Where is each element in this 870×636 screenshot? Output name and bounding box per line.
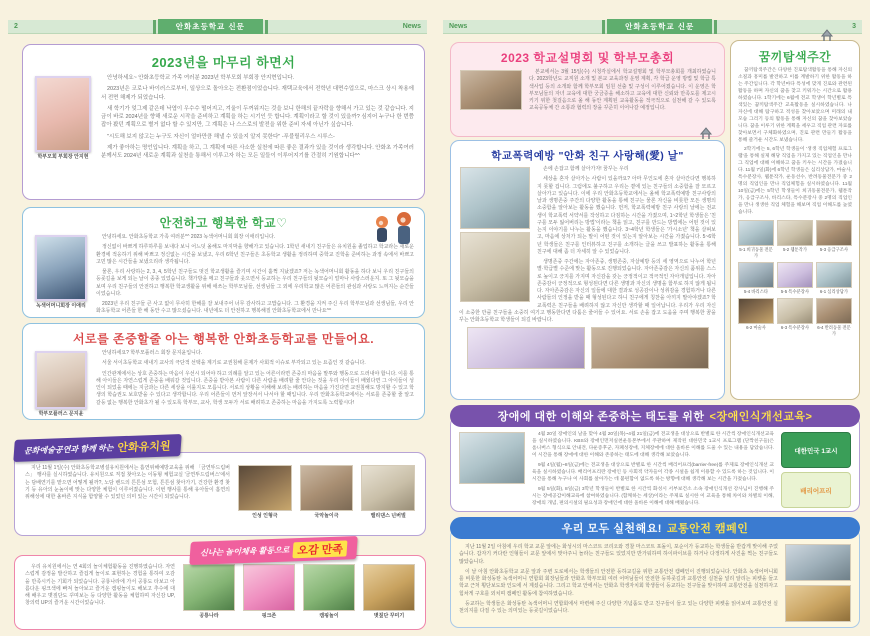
grid-photo [738,298,774,337]
article-briefing-title: 2023 학교설명회 및 학부모총회 [500,51,675,65]
paragraph: 2023년 우리 친구들 큰 사고 없이 무사히 한해를 잘 보내주어 너무 감사하고 고맙습니다. 그 환경을 지켜 주신 우리 학부모님과 선생님들, 우리 안화초등학교 어른들 한 해 동안 수고 많으셨습니다. 내년에도 더 안전하고 행복해질 안화초등학교에서 만나요^^ [96,301,414,315]
photo [183,564,235,611]
paragraph: 9월 5일(화), 8일(금) 3학년 학생들이 반별로 한 시간씩 화성시 서부보건소 소속 장애인식개선 강사님이 진행해 주시는 장애공감이해교육에 참여하였습니다. (함께하는 세상)이라는 주제로 실시한 이 교육을 통해 차이와 차별의 이해, 장애의 개념, 편의시설의 필요성과 장애인에 대한 올바른 이해에 대해 배웠습니다. [532,486,774,506]
photo-caption: 학부모회 부회장 안지현 [37,154,89,160]
disability-content [459,432,851,511]
article-briefing [450,42,725,137]
grid-photo [777,220,813,259]
photo [777,298,813,324]
section-kindergarten [14,452,426,536]
article-respect-title: 서로를 존중할줄 아는 행복한 안화초등학교를 만들어요. [72,332,375,346]
disability-banner [450,405,860,427]
paragraph: 안녕하세요? 학부모플러스 회장 문지윤입니다. [102,350,203,356]
paragraph: 세상을 혼자 살아가는 사람이 있을까요? 아마 무인도에 혼자 살아간다면 행복하지 못할 겁니다. 그럼에도 불구하고 우리는 곁에 있는 친구들의 소중함을 잘 모르고 살아가고 있습니다. 이에 우리 안화초등학교에서는 올해 학교폭력예방 친구사랑의 날과 생명존중 주간의 다양한 활동을 통해 친구는 물론 자신을 비롯한 모든 생명의 소중함을 알아보는 활동을 했습니다. 먼저, 학교폭력예방 친구 사랑의 날에는 전교생이 학교폭력 서약서를 작성하고 다짐하는 시간을 가졌으며, 1~2학년 학생들은 '친구를 모두 잃어버리는 방법'이라는 책을 읽고, 친구를 만드는 방법에는 어떤 것이 있는지 이야기를 나누는 활동을 했습니다. 3~4학년 학생들은 '가시소년' 책을 살펴보고, 마음에 상처가 되는 말이 어떤 것이 있는지 알아보는 시간을 가졌습니다. 5~6학년 학생들은 친구를 인터뷰하고 친구를 소개하는 글을 쓰고 발표하는 활동을 통해 친구에 대해 좀 더 자세히 알 수 있었습니다. [537,176,716,255]
article-safe-school [22,207,425,318]
photo-caption: 볏짚단 꾸미기 [373,613,405,619]
paragraph: 물론, 우리 사랑하는 2, 3, 4, 5학년 친구들도 멋진 학교생활을 즐기며 시간이 훌쩍 지났겠죠? 저는 녹색어머니회 활동을 하다 보니 우리 친구들의 등굣길을 보게 되는 날이 종종 있었습니다. 책가방을 메고 친구들과 웃으면서 등교하는 우리 친구들의 뒷모습이 얼마나 사랑스러운지. 또 그 뒷모습을 보며 우리 친구들의 안전하고 행복한 학교생활을 위해 애쓰는 학부모님들, 선생님들 그 외에 우리학교 많은 어른들의 관심과 사랑도 느껴지는 순간들이었습니다. [96,269,414,297]
paragraph: 서울 서이초등학교 새내기 교사의 극단적 선택을 계기로 교권침해 문제가 사회적 이슈로 부각되고 있는 요즘인 것 같습니다. [102,360,366,367]
paragraph: 꿈끼탐색주간은 다양한 진로탐색활동을 통해 자신의 소질과 흥미를 발견하고 이를 계발하기 위한 활동을 하는 주간입니다. 각 학년마다 특성에 맞게 진로와 관련된 활동을 하며 자신의 꿈을 찾고 키워가는 시간으로 활용하였습니다. 1학기에는 6월에 전교 학생이 학년별로 특색있는 꿈끼탐색주간 교육활동을 실시하였습니다. 나 자신에 대해 탐구하고 적성을 찾아보았으며 미래의 내 모습 그리기 등의 활동을 통해 자신의 꿈을 찾아보았습니다. 꿈을 이루기 위한 계획을 세우고 직업 관련 자료를 찾아보면서 구체화하였으며, 진로 관련 만들기 활동을 통해 즐거운 시간도 보냈습니다. [738,68,852,143]
photo [243,564,295,611]
banner-highlight: 교통안전 캠페인 [666,523,749,535]
grid-photo [816,262,852,295]
page-number: 3 [852,23,856,30]
paragraph: 지난 11월 1일(수) 안화초등학교병설유치원에서는 흡연위해예방교육을 위해 「금연뚜드림버스」 행사를 실시하였습니다. 유치원으로 직접 찾아오는 이동형 체험교실 '금연뚜드림버스'에서는 담배연기를 맡으면 어떻게 될까?, 노담 밴드의 튼튼섬 모험, 튼튼섬 찾아가기, 건강한 환경 찾기 등 유아의 눈높이에 맞는 다양한 체험이 이루어졌습니다. 이번 행사를 통해 유아들이 흡연의 위해성에 대한 올바른 지식을 함양할 수 있었던 의미 있는 시간이 되었습니다. [25,465,230,500]
paragraph: 2학기에는 5, 6학년 학생들이 '생생 직업체험 프로그램'을 통해 실제 해당 직업을 가지고 있는 직업인을 만나 그 직업에 대해 이해하고 꿈을 키우는 시간을 가졌습니다. 11월 7일(화)에 6학년 학생들은 심리상담가, 마술사, 특수분장사, 웹툰작가, 운동선수, 반려동물전문가 중 2명의 직업인을 만나 직업체험을 실시하였습니다. 11월 10일(금)에는 5학년 학생들이 희귀동물전문가, 웹툰작가, 응급구조사, 바리스타, 특수분장사 중 2명의 직업인을 만나 생생한 직업 체험을 해보며 직업 이해도를 높였습니다. [738,147,852,216]
grid-photo [816,298,852,337]
photo [785,544,851,581]
banner-image-2: 배리어프리 [781,472,851,508]
play-body [25,564,175,619]
photo-caption: 국악놀이극 [314,513,339,519]
photo-caption: 학부모플러스 문지윤 [38,411,84,417]
news-label: News [402,23,421,30]
paragraph: 우리 유치원에서는 연 4회의 놀이체험활동을 진행하였습니다. 자연스럽게 감정을 발산하고 즐겁게 놀이로 표현하는 경험을 통하여 오감을 만족시키는 기회가 되었습니다. 공룡나라에 가서 공룡도 타보고 아름다운 핑크색에 빠져 놀아보고 즐거운 캠핑놀이도 해보고 추수에 대해 배우고 볏짚단도 꾸며보는 등 다양한 활동을 체험하며 자신감 UP, 창의력 UP의 즐거운 시간이었습니다. [25,564,175,607]
binder-clip-icon [818,28,836,44]
paragraph: 4월 20일 장애인의 날을 맞아 4월 20일(목)~4월 21일(금)에 전교생을 대상으로 반별로 한 시간씩 장애인식개선교육을 실시하였습니다. KBS와 장애인먼저실천운동본부에서 주관하여 제작된 대한민국 1교시 프로그램 (단짝친구들)은 옴니버스 형식으로 안내견, 다운증후군, 자폐성장애, 지체장애에 대한 올바른 이해를 도울 수 있는 내용을 담았습니다. 이 시간을 통해 장애에 대한 이해와 존중하는 태도에 대해 생각해 보았습니다. [532,432,774,458]
farewell-photo-figure [35,76,91,160]
photo-caption: 녹색어머니회장 이애리 [36,303,86,309]
article-traffic-body [459,544,778,622]
photo-caption: 핑크존 [261,613,277,619]
article-traffic [450,528,860,628]
grid-photo [777,262,813,295]
photo [816,220,852,246]
photo-caption: 5-2 웹툰작가 [782,247,807,253]
grid-photo [738,220,774,259]
article-respect-body [33,350,414,407]
article-safe-school-title: 안전하고 행복한 학교♡ [159,216,288,230]
paragraph: 2023년은 코로나 바이러스로부터, 일상으로 돌아오는 전환점이었습니다. 재택교육에서 전학년 대면수업으로, 마스크 상시 착용에서 전면 해제가 되었습니다. [101,86,414,101]
paragraph: 9월 4일(월)~8일(금)에는 전교생을 대상으로 반별로 한 시간씩 배리어프리(barrier-free)를 주제로 장애인식개선 교육을 실시하였습니다. 배리어프리란 장애인 등 사회적 약자들이 각종 시설을 쉽게 이용할 수 있도록 하는 것입니다. 이 시간을 통해 누구나 이 사회를 살아가는 데 불편함이 없도록 하는 방향에 대해 생각해 보는 시간을 가졌습니다. [532,462,774,482]
ribbon-highlight: 안화유치원 [116,440,171,455]
respect-photo-figure [35,351,87,417]
banner-prefix: 우리 모두 실천해요! [561,523,662,535]
masthead-title: 안화초등학교 신문 [158,19,263,34]
article-dream-week-body [738,68,852,217]
banner-highlight: <장애인식개선교육> [709,411,813,423]
grid-photo [777,298,813,337]
photo-caption: 6-4 반려동물 전문가 [817,325,851,337]
masthead-bar-right [265,20,268,34]
article-disability [450,416,860,512]
photo [816,262,852,288]
kindergarten-photo-1 [238,465,292,519]
disability-banners [781,432,851,511]
play-photo-1 [183,564,235,619]
grid-photo [816,220,852,259]
masthead [602,19,717,34]
play-photo-2 [243,564,295,619]
paragraph: 손에 손잡고 함께 살아가자! 꿈꾸는 우리 [543,166,629,172]
photo-caption: 인성 인형극 [252,513,278,519]
portrait-photo [35,235,87,301]
article-dream-week-title: 꿈끼탐색주간 [758,50,832,64]
photo [460,70,522,110]
photo [738,298,774,324]
page-header-left [8,20,427,34]
kindergarten-content [25,465,415,519]
paragraph: 새 학기가 엊그제 같은데 낙엽이 우수수 떨어지고, 겨울이 두꺼워지는 것을 보니 한해의 끝자락을 향해서 가고 있는 것 같습니다. 지금이 바로 2024년을 향해 새로운 시작을 준비하고 계획을 하는 시기인 듯 합니다. 계획이라고 할 것이 있을까? 심지어 누구나 한 번쯤 잡아 봤던 계획으로 별거 없다 할 수 있지만, 그 계획은 나 스스로의 발전을 위한 준비 자세 아닌가 싶습니다. [101,105,414,129]
masthead-bar-right [714,20,717,34]
photo-caption: 5-3 응급구조사 [819,247,849,253]
play-content [25,564,415,619]
paragraph: 안녕하세요. 안화초등학교 가족 여러분^^ 2023 녹색어머니회 회장 이애리입니다. [102,234,276,240]
photo [460,232,530,302]
photo [785,585,851,622]
photo-caption: 5-1 희귀동물 전문가 [739,247,773,259]
paragraph: 지난 11월 2일 아침에 우리 학교 교문 앞에는 화성시의 마스코트 코리오와 경찰 마스코트 포돌이, 포순이가 등교하는 학생들을 반갑게 맞이해 주었습니다. 갑자기 커다란 인형들이 교문 앞에서 맞아주니 놀라는 친구들도 있었지만 반가워하며 하이파이브를 하거나 다정하게 사진을 찍는 친구들도 많았습니다. [459,544,778,565]
ribbon-prefix: 신나는 놀이체육 활동으로 [199,545,290,558]
portrait-photo [35,76,91,152]
article-safe-school-body [33,234,414,316]
banner-prefix: 장애에 대한 이해와 존중하는 태도를 위한 [497,411,705,423]
paragraph: 본교에서는 3월 15일(수) 시청각실에서 학교설명회 및 학부모총회를 개최하였습니다. 2023학년도 교직원 소개 및 본교 교육과정 운영 계획, 각 학급 운영 방법 및 학급 특색사업 등의 소개와 함께 학부모회 임원 선출 및 구성이 이루어졌습니다. 이 운영은 학부모님들의 자녀 교육에 대한 궁금증을 해소하고 교육에 대한 신뢰와 만족도를 제고시키기 위한 첫걸음으로 올 해 동안 계획된 교육활동을 적극적으로 실천해 갈 수 있도록 교육공동체 간 소통과 협력의 장을 꾸준히 이어나갈 예정입니다. [529,69,716,112]
play-photo-4 [363,564,415,619]
photo-caption: 공룡나라 [199,613,219,619]
photo [738,220,774,246]
paragraph: 인간관계에서는 상호 존중하는 마음이 우선시 되어야 하고 의례를 알고 있는 어른이라면 존중의 마음을 말투와 행동으로 드러내야 합니다. 이를 통해 아이들은 자연스럽게 존중을 배워갈 것입니다. 존중을 받아본 사람이 다른 사람을 배려할 줄 안다는 것을 우리 아이들이 배웠다면 그 아이들이 성인이 되었을 때에는 지금과는 다른 세상을 이룰지도 모릅니다. 서로의 상황을 이해해 보려는 배려하는 마음을 가진다면 교권침해도 방지할 수 있고 학생의 학습권도 보호받을 수 있다고 생각합니다. 우리 어른들이 먼저 앞장서서 나서야 할 때입니다. 우리 안화초등학교에서는 서로를 존중할 줄 알고 갈등 없는 행복한 안화초가 될 수 있도록 학부모, 교사, 학생 모두가 서로 배려하고 존중하는 마음을 가지도록 노력합시다! [96,370,414,406]
photo-caption: 밸리댄스 넌버벌 [370,513,406,519]
kindergarten-photo-2 [300,465,354,519]
photo [777,220,813,246]
photo-caption: 5-5 특수분장사 [780,289,810,295]
friend-day-photos-bottom [459,327,716,369]
article-friend-day [450,140,725,400]
paragraph: 정신없이 바쁘게 하루하루를 보내다 보니 어느덧 올해도 마지막을 향해가고 있습니다. 1학년 새내기 친구들은 유치원을 졸업하고 학교라는 새로운 환경에 적응하기 위해 바쁘고 정신없는 시간을 보냈고, 우리 6학년 친구들은 초등학교 생활을 정리하며 중학교 진학을 준비하는 과정 속에서 바쁘고 고민 많은 시간들을 보냈으리라 생각됩니다. [96,244,414,265]
article-disability-body [532,432,774,511]
page-number: 2 [14,23,18,30]
ribbon-highlight: 오감 만족 [293,540,348,558]
masthead [153,19,268,34]
traffic-banner [450,517,860,539]
photo [459,432,525,484]
ribbon-prefix: 문화예술공연과 함께 하는 [23,442,114,456]
paragraph: 생명존중 주간에는 자아존중, 생명존중, 자살예방 등의 세 영역으로 나누어 학년별·학급별 수준에 맞는 활동으로 진행되었습니다. 자아존중감은 자신의 품위를 스스로 높이고 긍지를 가지며 자신감을 갖는 긍정적이고 적극적인 자아개념입니다. 자아존중감이 긍정적으로 형성된다면 다른 생명과 자신의 생명을 함부로 하지 않게 됩니다. 자아존중감은 자신의 일들에 대한 결과로 성공감이나 성취감을 경험하거나 다른 사람들의 인정을 받을 때 형성된다고 하니 친구에게 칭찬을 아끼지 말아야겠죠? 학교폭력은 친구들을 배려하지 않고 자신만 생각할 때 일어납니다. 우리가 우리 자신이 소중한 만큼 친구들을 소중히 여기고 행동한다면 다툼은 줄어들 수 있어요. 서로 손을 잡고 도움을 주며 행복한 꿈을 꾸는 안화초등학교 학생들이 되길 바랍니다. [459,259,716,323]
page-header-right [443,20,862,34]
news-label: News [449,23,468,30]
photo-caption: 6-2 마술사 [746,325,766,331]
masthead-title: 안화초등학교 신문 [607,19,712,34]
article-respect [22,323,425,420]
photo [738,262,774,288]
photo-caption: 6-1 심리상담가 [819,289,849,295]
section-play [14,555,426,630]
paragraph: 제가 좋아하는 명언입니다. 계획을 하고, 그 계획에 따른 사소한 실천에 따른 좋은 결과가 있을 것이라 생각합니다. 안화초 가족여러분께서도 2024년 새로운 계획과 실천을 통해서 이루고자 하는 모든 일들이 이루어지기를 간절히 기원합니다^^ [101,144,414,159]
photo [238,465,292,511]
photo [816,298,852,324]
dream-week-photo-grid [738,220,852,337]
binder-clip-icon [697,126,715,142]
photo [467,327,585,369]
paragraph: "시도해 보지 않고는 누구도 자신이 얼마만큼 해낼 수 있을지 알지 못한다" -푸블릴리우스 시루스- [107,133,335,140]
newspaper-page-right [435,0,870,636]
safe-school-photo-figure [35,235,87,309]
photo [363,564,415,611]
paragraph: 이 날 아침 안화초등학교 교문 앞과 주변 도로에서는 학생들의 안전한 등하교길을 위한 교통안전 캠페인이 진행되었습니다. 안화초 녹색어머니회를 비롯한 화성동탄 녹색어머니 연합회 회장님들과 안화초 학부모회 여러 어머님들이 안전한 등하굣길과 교통안전 실천을 널리 알리는 피켓을 들고 학교 근처 횡단보도와 인도에 서 계셨습니다. 그리고 학교 안에서는 안화초 학생자치회 학생들이 등교하는 친구들을 맞이하며 교통안전을 실천하자고 힘차게 구호를 외치며 캠페인 활동에 참여하였습니다. [459,568,778,597]
photo-caption: 6-3 특수분장사 [780,325,810,331]
friend-day-photos-left [460,167,530,302]
kindergarten-photo-3 [361,465,415,519]
photo [777,262,813,288]
play-photo-3 [303,564,355,619]
article-dream-week [730,40,860,400]
paragraph: 안녕하세요~ 안화초등학교 가족 여러분 2023년 학부모회 부회장 안지현입니다. [107,75,295,81]
kids-illustration [366,210,418,250]
photo-caption: 캠핑놀이 [319,613,339,619]
article-farewell-title: 2023년을 마무리 하면서 [151,55,296,70]
photo-caption: 5-4 바리스타 [743,289,768,295]
photo [300,465,354,511]
traffic-photos [785,544,851,622]
photo [303,564,355,611]
photo [361,465,415,511]
photo [591,327,709,369]
photo [460,167,530,229]
grid-photo [738,262,774,295]
banner-image-1: 대한민국 1교시 [781,432,851,468]
article-farewell [22,44,425,200]
article-friend-day-title: 학교폭력예방 "안화 친구 사랑해(愛) 날" [491,150,684,162]
traffic-content [459,544,851,622]
kindergarten-body [25,465,230,519]
paragraph: 등교하는 학생들은 화성동탄 녹색어머니 연합회에서 마련해 주신 다양한 기념품도 받고 친구들이 들고 있는 다양한 피켓을 읽어보며 교통안전 실천의지를 다질 수 있는 의미있는 등굣길이었습니다. [459,600,778,614]
masthead-bar-left [602,20,605,34]
masthead-bar-left [153,20,156,34]
portrait-photo [35,351,87,409]
